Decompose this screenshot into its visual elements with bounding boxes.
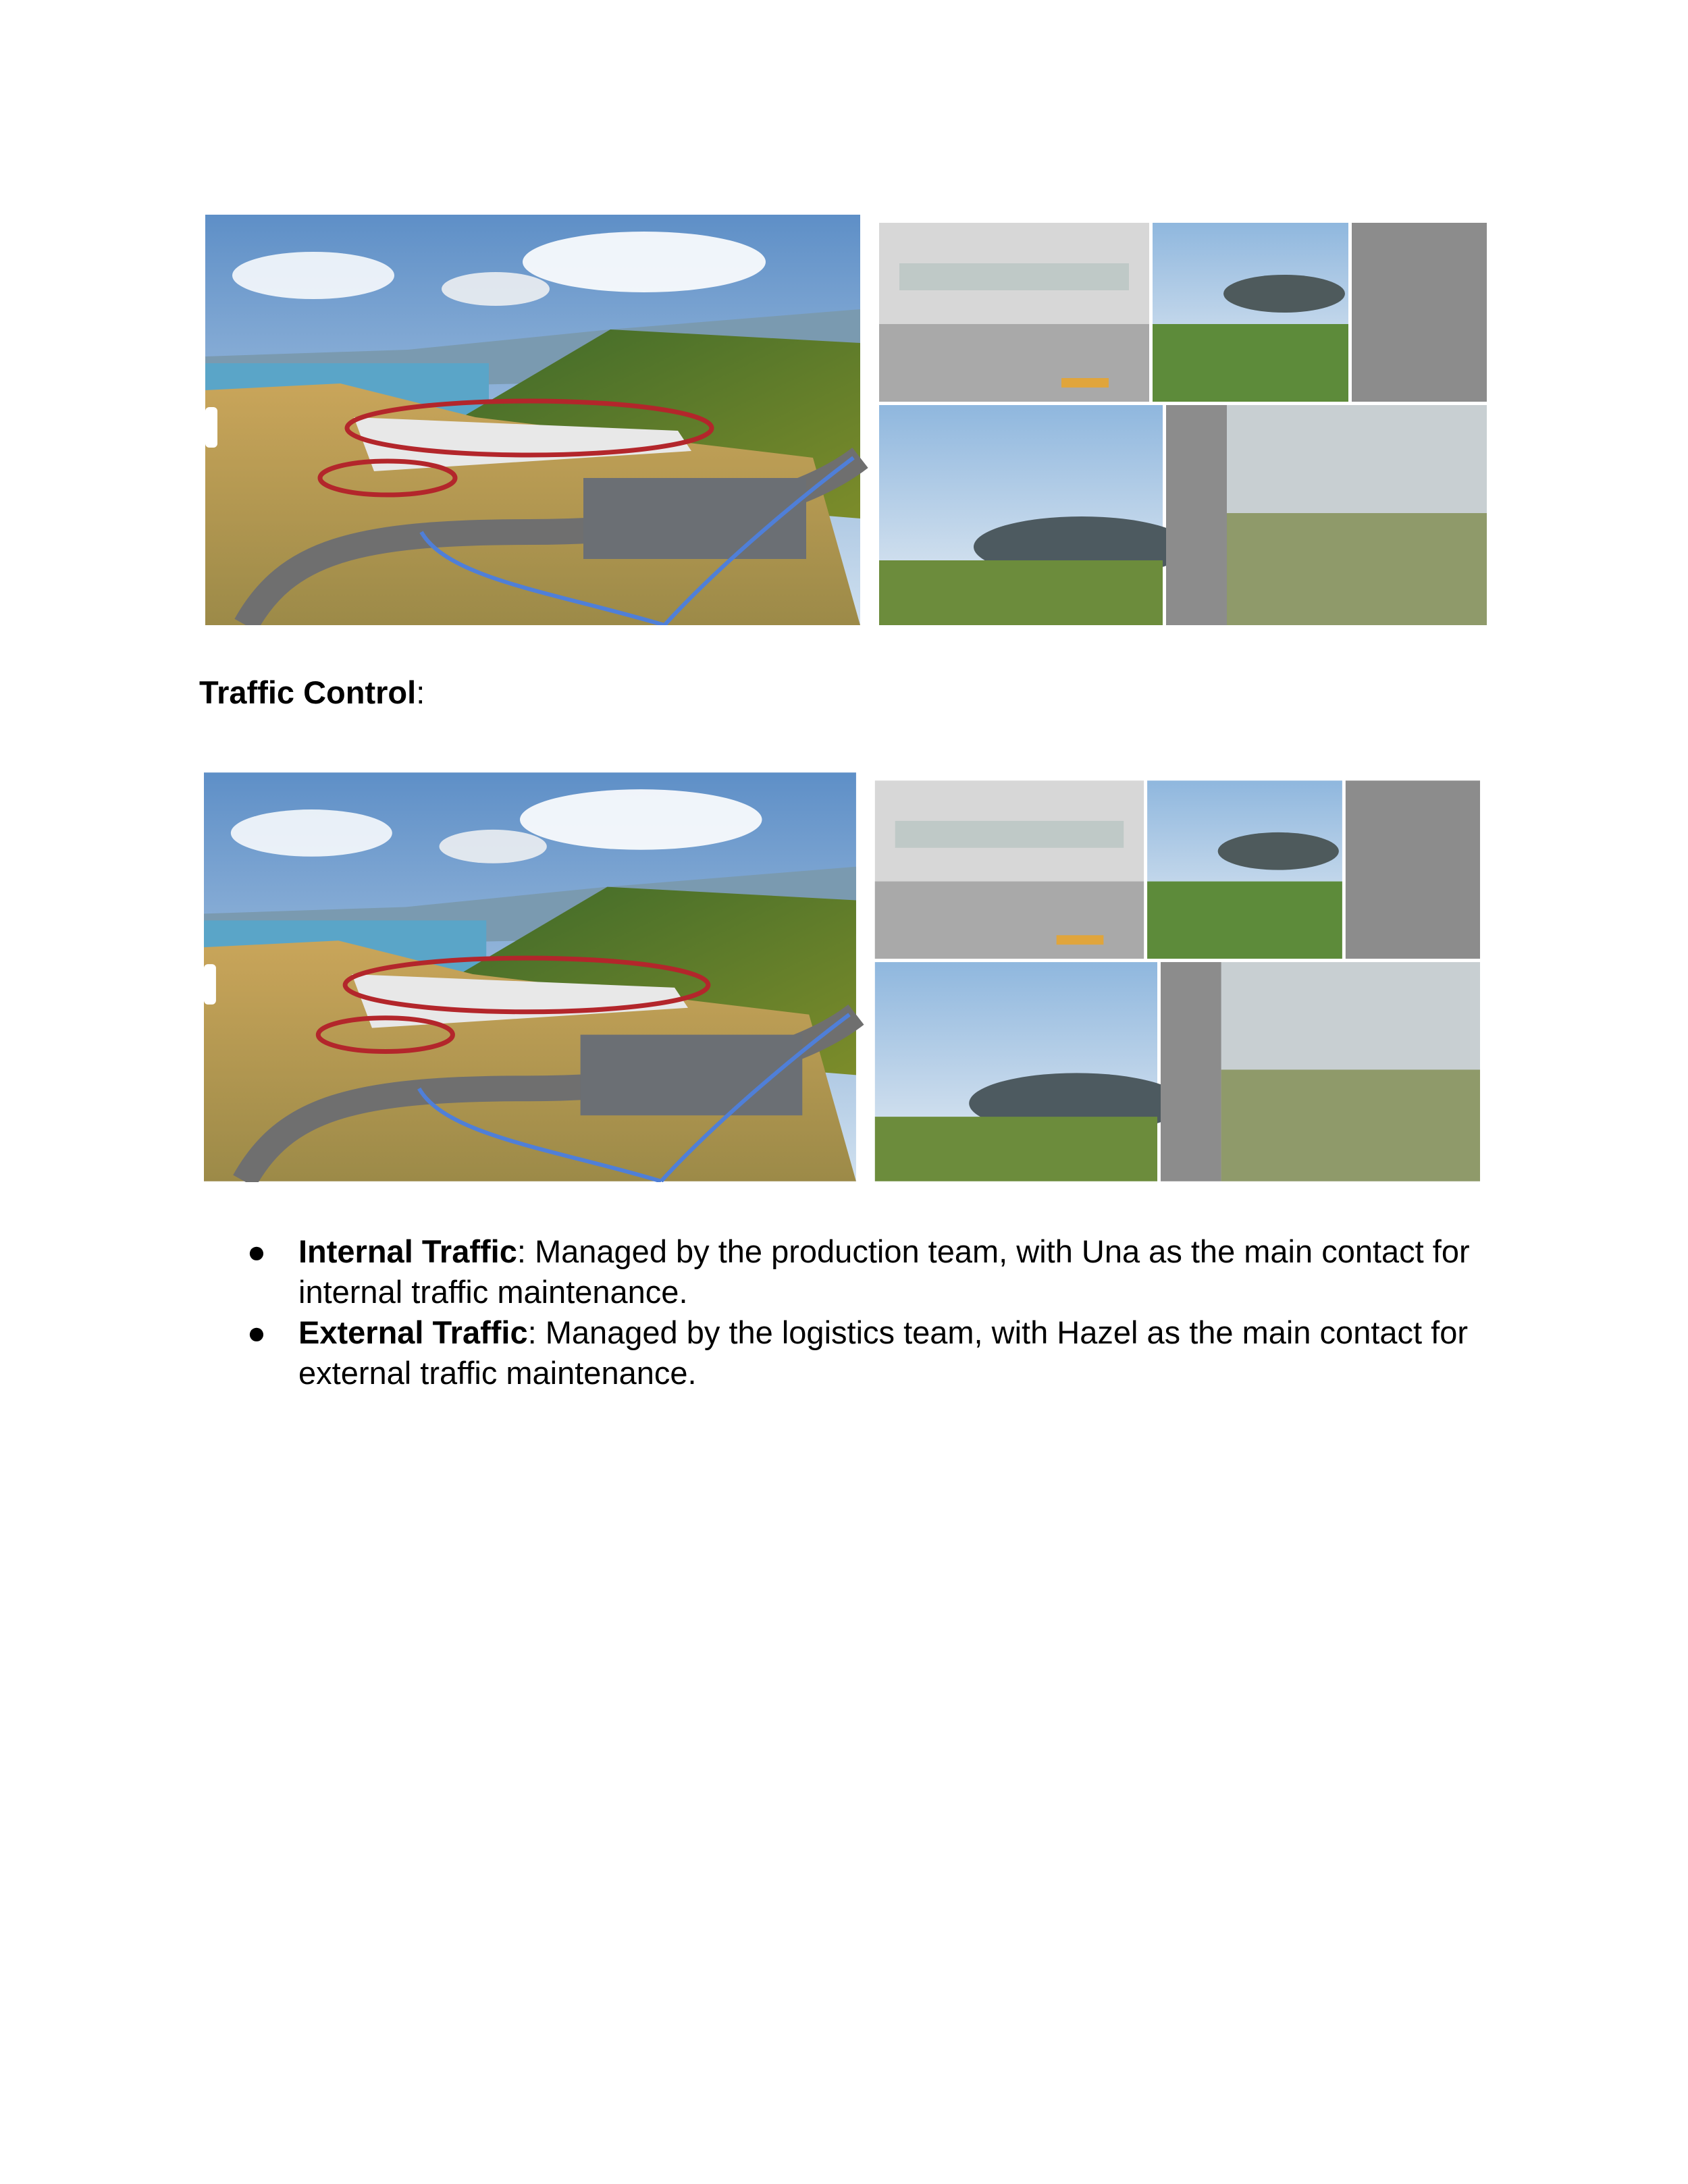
site-figure-top [205, 215, 1488, 625]
bullet-marker: ● [246, 1314, 267, 1350]
section-heading [199, 672, 425, 713]
site-figure-bottom-image [204, 772, 1481, 1182]
section-title-suffix: : [416, 674, 425, 710]
bullet-text: : Managed by the logistics team, with Hazel as the main contact for external traffic maintenance. [298, 1314, 1468, 1391]
site-figure-bottom [204, 772, 1481, 1182]
photo-collage [879, 223, 1487, 625]
photo-collage [875, 780, 1480, 1181]
list-item [243, 1312, 1485, 1393]
aerial-photo [204, 772, 856, 1181]
bullet-text: : Managed by the production team, with Una as the main contact for internal traffic maintenance. [298, 1233, 1470, 1310]
bullet-term: Internal Traffic [298, 1233, 517, 1269]
traffic-bullet-list [243, 1231, 1485, 1393]
list-item [243, 1231, 1485, 1312]
aerial-photo [205, 215, 860, 625]
bullet-marker: ● [246, 1233, 267, 1269]
bullet-term: External Traffic [298, 1314, 528, 1350]
site-figure-top-image [205, 215, 1488, 625]
section-title: Traffic Control [199, 674, 417, 710]
